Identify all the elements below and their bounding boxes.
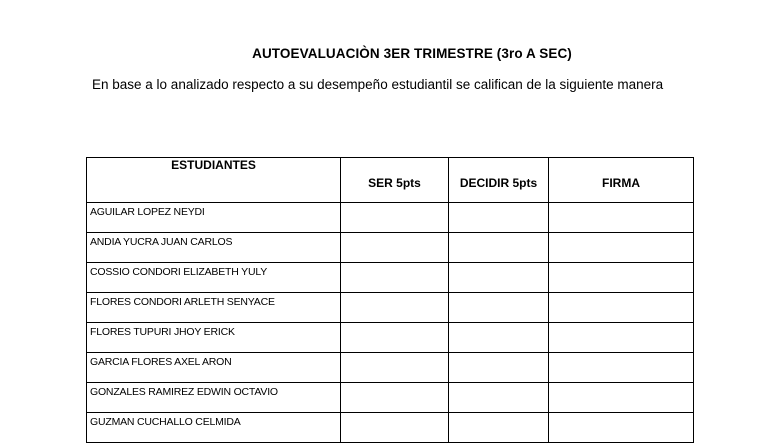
table-row — [87, 383, 694, 413]
decidir-cell[interactable] — [449, 203, 549, 233]
evaluation-table — [86, 157, 694, 443]
decidir-cell[interactable] — [449, 383, 549, 413]
ser-cell[interactable] — [341, 353, 449, 383]
document-title: AUTOEVALUACIÒN 3ER TRIMESTRE (3ro A SEC) — [252, 46, 572, 61]
student-name-cell: ANDIA YUCRA JUAN CARLOS — [87, 233, 341, 263]
decidir-cell[interactable] — [449, 293, 549, 323]
student-name-cell: GONZALES RAMIREZ EDWIN OCTAVIO — [87, 383, 341, 413]
header-ser: SER 5pts — [341, 158, 449, 203]
table-row — [87, 203, 694, 233]
firma-cell[interactable] — [549, 323, 694, 353]
table-row — [87, 263, 694, 293]
header-students: ESTUDIANTES — [87, 158, 341, 203]
ser-cell[interactable] — [341, 383, 449, 413]
ser-cell[interactable] — [341, 413, 449, 443]
firma-cell[interactable] — [549, 293, 694, 323]
student-name-cell: COSSIO CONDORI ELIZABETH YULY — [87, 263, 341, 293]
student-name-cell: FLORES TUPURI JHOY ERICK — [87, 323, 341, 353]
table-header-row — [87, 158, 694, 203]
ser-cell[interactable] — [341, 233, 449, 263]
firma-cell[interactable] — [549, 383, 694, 413]
decidir-cell[interactable] — [449, 263, 549, 293]
firma-cell[interactable] — [549, 203, 694, 233]
student-name-cell: GARCIA FLORES AXEL ARON — [87, 353, 341, 383]
table-row — [87, 353, 694, 383]
student-name-cell: AGUILAR LOPEZ NEYDI — [87, 203, 341, 233]
student-name-cell: FLORES CONDORI ARLETH SENYACE — [87, 293, 341, 323]
table-row — [87, 233, 694, 263]
firma-cell[interactable] — [549, 233, 694, 263]
decidir-cell[interactable] — [449, 353, 549, 383]
header-decidir: DECIDIR 5pts — [449, 158, 549, 203]
ser-cell[interactable] — [341, 263, 449, 293]
table-row — [87, 293, 694, 323]
firma-cell[interactable] — [549, 413, 694, 443]
table-row — [87, 413, 694, 443]
student-name-cell: GUZMAN CUCHALLO CELMIDA — [87, 413, 341, 443]
decidir-cell[interactable] — [449, 233, 549, 263]
decidir-cell[interactable] — [449, 413, 549, 443]
ser-cell[interactable] — [341, 293, 449, 323]
header-firma: FIRMA — [549, 158, 694, 203]
decidir-cell[interactable] — [449, 323, 549, 353]
ser-cell[interactable] — [341, 203, 449, 233]
firma-cell[interactable] — [549, 263, 694, 293]
firma-cell[interactable] — [549, 353, 694, 383]
ser-cell[interactable] — [341, 323, 449, 353]
document-paragraph: En base a lo analizado respecto a su desempeño estudiantil se califican de la siguiente manera — [92, 77, 664, 92]
table-row — [87, 323, 694, 353]
